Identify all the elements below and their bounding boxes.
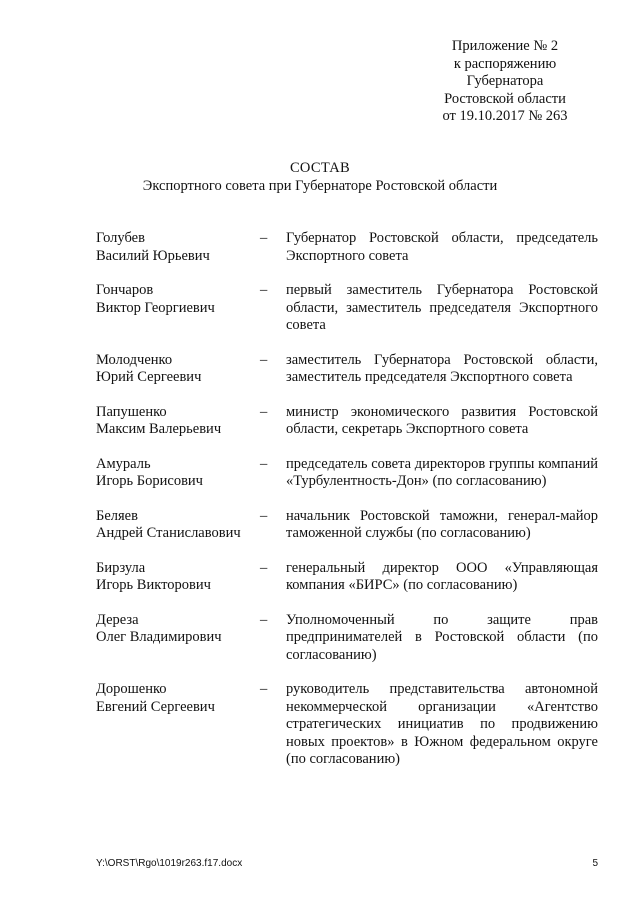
member-row (96, 352, 598, 387)
member-row (96, 230, 598, 265)
member-dash: – (260, 507, 268, 524)
member-dash: – (260, 681, 268, 697)
appendix-line: Губернатора (466, 73, 544, 89)
footer-file-path: Y:\ORST\Rgo\1019r263.f17.docx (96, 858, 243, 869)
member-name (96, 230, 256, 265)
member-dash: – (260, 611, 268, 628)
member-given-name: Олег Владимирович (96, 629, 222, 645)
document-title: СОСТАВ (289, 160, 351, 176)
member-role: Уполномоченный по защите прав предпринимателей в Ростовской области (по согласованию) (286, 611, 598, 663)
member-row (96, 404, 598, 439)
member-surname: Дорошенко (96, 681, 167, 697)
appendix-line: к распоряжению (453, 55, 557, 72)
appendix-line: Приложение № 2 (451, 38, 559, 54)
member-surname: Дереза (96, 611, 139, 628)
member-dash: – (260, 230, 268, 246)
member-role: начальник Ростовской таможни, генерал-майор таможенной службы (по согласованию) (286, 507, 598, 541)
member-role: руководитель представительства автономной некоммерческой организации «Агентство стратегических инициатив по продвижению новых проектов» в Южном федеральном округе (по согласованию) (286, 681, 598, 767)
member-name (96, 404, 256, 439)
member-given-name: Юрий Сергеевич (96, 369, 202, 385)
member-row (96, 560, 598, 595)
member-surname: Папушенко (96, 403, 167, 420)
member-dash: – (260, 559, 268, 576)
member-given-name: Евгений Сергеевич (96, 698, 215, 715)
member-row (96, 282, 598, 335)
members-list (96, 230, 598, 786)
member-row (96, 508, 598, 543)
member-given-name: Максим Валерьевич (96, 421, 222, 437)
member-row (96, 612, 598, 665)
member-surname: Беляев (96, 507, 138, 524)
member-name (96, 560, 256, 595)
member-dash: – (260, 351, 268, 368)
member-surname: Гончаров (96, 282, 154, 298)
member-role: генеральный директор ООО «Управляющая компания «БИРС» (по согласованию) (286, 559, 598, 593)
member-role: министр экономического развития Ростовской области, секретарь Экспортного совета (286, 403, 598, 437)
member-role: Губернатор Ростовской области, председатель Экспортного совета (286, 230, 598, 264)
member-name (96, 352, 256, 387)
document-subtitle: Экспортного совета при Губернаторе Ростовской области (142, 177, 498, 194)
member-role: председатель совета директоров группы компаний «Турбулентность-Дон» (по согласованию) (286, 455, 598, 489)
member-role: заместитель Губернатора Ростовской области, заместитель председателя Экспортного совета (286, 351, 598, 385)
appendix-line: от 19.10.2017 № 263 (442, 108, 568, 124)
member-given-name: Андрей Станиславович (96, 525, 241, 541)
document-heading (0, 160, 640, 195)
member-name (96, 456, 256, 491)
member-given-name: Игорь Викторович (96, 577, 211, 593)
member-given-name: Виктор Георгиевич (96, 299, 215, 316)
member-role: первый заместитель Губернатора Ростовской области, заместитель председателя Экспортного совета (286, 282, 598, 333)
member-dash: – (260, 403, 268, 420)
member-surname: Амураль (96, 455, 151, 472)
member-name (96, 612, 256, 665)
member-name (96, 681, 256, 769)
member-surname: Голубев (96, 230, 145, 246)
member-given-name: Игорь Борисович (96, 473, 203, 489)
member-row (96, 681, 598, 769)
member-dash: – (260, 455, 268, 472)
appendix-line: Ростовской области (444, 90, 566, 107)
member-given-name: Василий Юрьевич (96, 247, 210, 264)
member-dash: – (260, 282, 268, 298)
member-name (96, 508, 256, 543)
member-surname: Бирзула (96, 559, 146, 576)
member-row (96, 456, 598, 491)
member-name (96, 282, 256, 335)
member-surname: Молодченко (96, 351, 173, 368)
footer-page-number: 5 (592, 858, 598, 869)
appendix-block (420, 38, 590, 126)
